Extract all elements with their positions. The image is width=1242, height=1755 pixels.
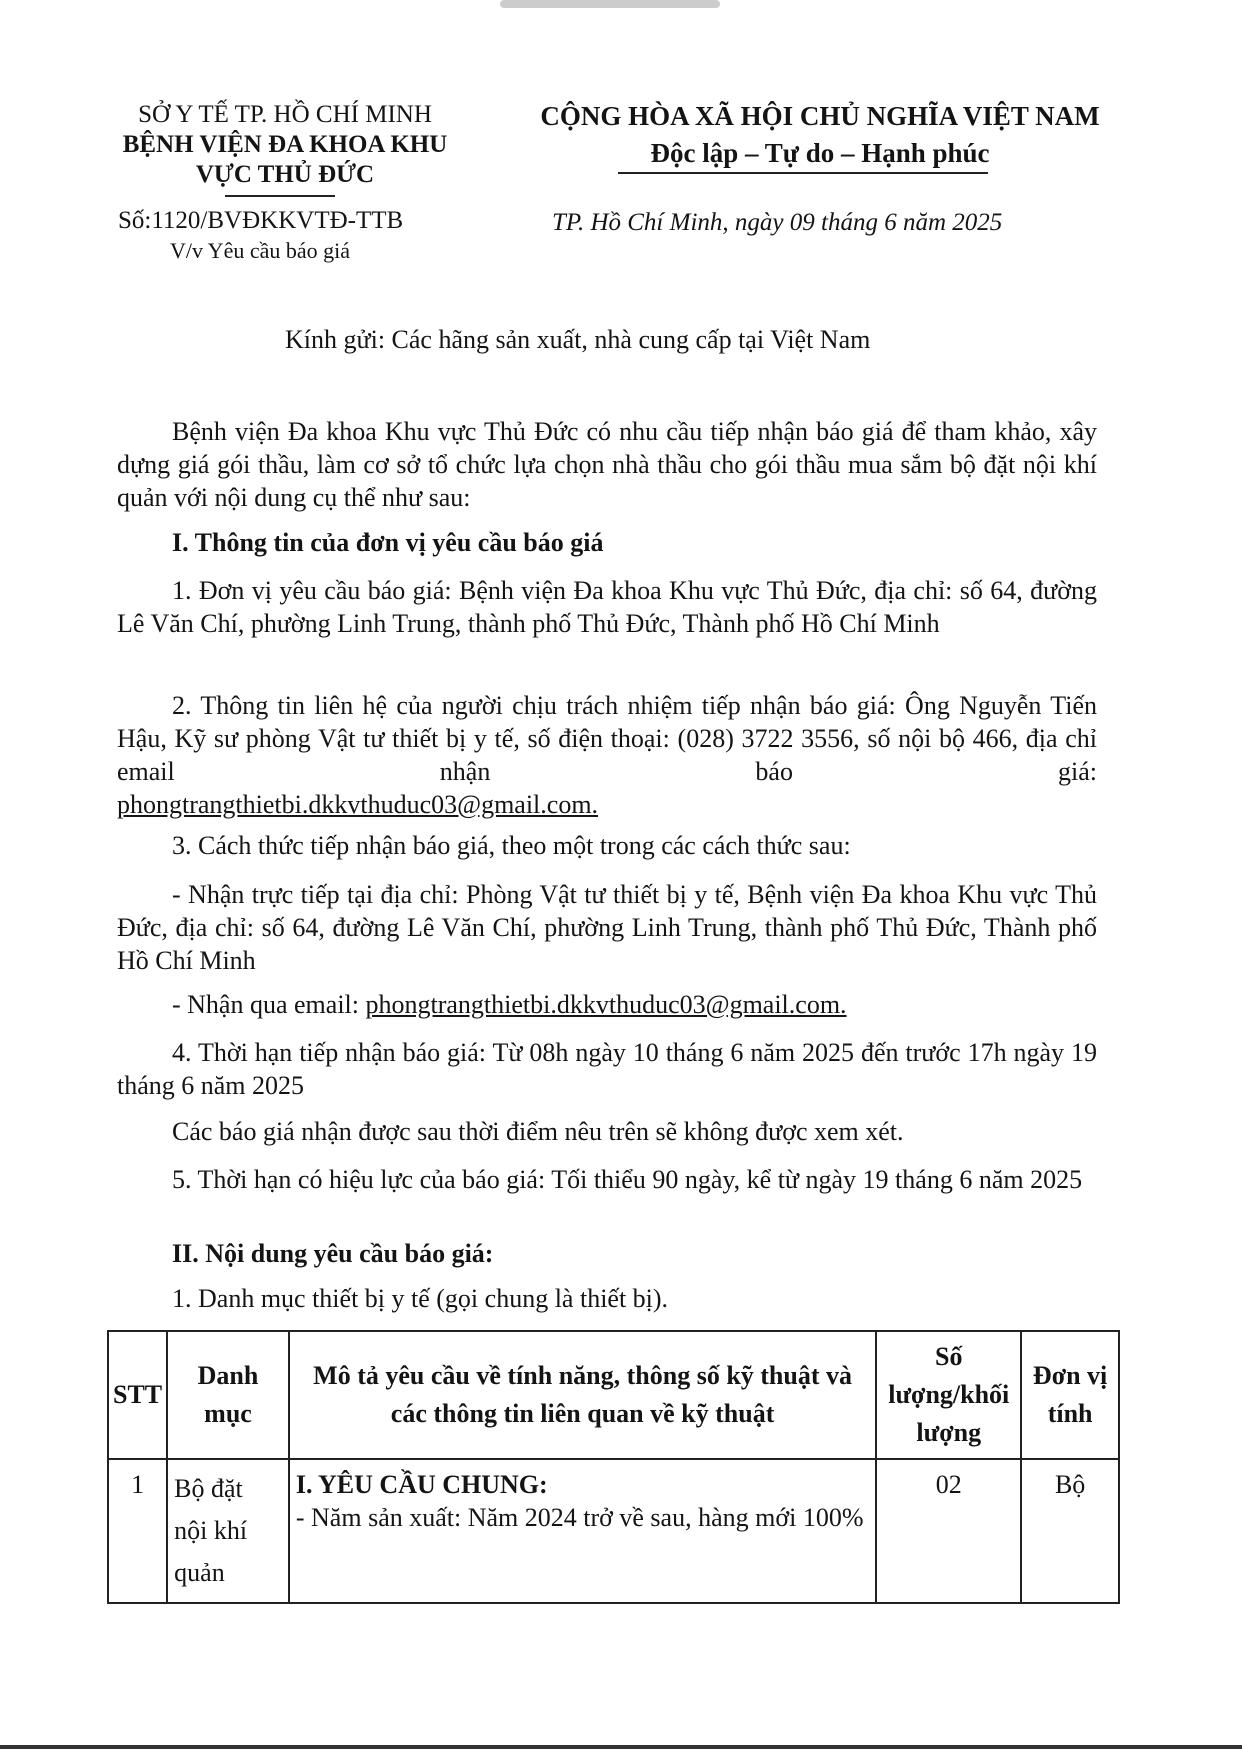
contact-email[interactable]: phongtrangthietbi.dkkvthuduc03@gmail.com. bbox=[117, 790, 599, 819]
row-quantity: 02 bbox=[876, 1459, 1021, 1603]
section-1-item-3: 3. Cách thức tiếp nhận báo giá, theo một trong các cách thức sau: bbox=[172, 831, 851, 860]
device-table bbox=[107, 1330, 1120, 1604]
scan-mark-bottom bbox=[0, 1745, 1242, 1749]
national-motto: Độc lập – Tự do – Hạnh phúc bbox=[650, 138, 990, 168]
document-number: Số:1120/BVĐKKVTĐ-TTB bbox=[118, 207, 404, 234]
recipient-line: Kính gửi: Các hãng sản xuất, nhà cung cấp tại Việt Nam bbox=[285, 325, 871, 354]
intro-paragraph: Bệnh viện Đa khoa Khu vực Thủ Đức có nhu cầu tiếp nhận báo giá để tham khảo, xây dựng giá gói thầu, làm cơ sở tổ chức lựa chọn nhà thầu cho gói thầu mua sắm bộ đặt nội khí quản với nội dung cụ thể như sau: bbox=[117, 417, 1097, 512]
agency-line-2: BỆNH VIỆN ĐA KHOA KHU bbox=[122, 131, 448, 158]
scan-mark-top bbox=[500, 0, 720, 8]
receive-email[interactable]: phongtrangthietbi.dkkvthuduc03@gmail.com. bbox=[365, 990, 847, 1019]
section-1-item-1: 1. Đơn vị yêu cầu báo giá: Bệnh viện Đa khoa Khu vực Thủ Đức, địa chỉ: số 64, đường Lê Văn Chí, phường Linh Trung, thành phố Thủ Đức, Thành phố Hồ Chí Minh bbox=[117, 576, 1097, 638]
row-description-title: I. YÊU CẦU CHUNG: bbox=[295, 1470, 548, 1499]
agency-underline bbox=[225, 195, 335, 197]
agency-line-3: VỰC THỦ ĐỨC bbox=[195, 161, 375, 188]
section-1-item-2-text: 2. Thông tin liên hệ của người chịu trách nhiệm tiếp nhận báo giá: Ông Nguyễn Tiến Hậu, Kỹ sư phòng Vật tư thiết bị y tế, số điện thoại: (028) 3722 3556, số nội bộ 466, địa chỉ email nhận báo giá: bbox=[117, 691, 1097, 786]
header-quantity: Số lượng/khối lượng bbox=[876, 1331, 1021, 1459]
header-unit: Đơn vị tính bbox=[1021, 1331, 1119, 1459]
section-1-title: I. Thông tin của đơn vị yêu cầu báo giá bbox=[172, 528, 604, 557]
agency-header bbox=[100, 100, 470, 190]
section-2-title: II. Nội dung yêu cầu báo giá: bbox=[172, 1239, 494, 1268]
section-1-item-5: 5. Thời hạn có hiệu lực của báo giá: Tối thiểu 90 ngày, kể từ ngày 19 tháng 6 năm 2025 bbox=[172, 1165, 1083, 1194]
email-label: - Nhận qua email: bbox=[172, 990, 366, 1019]
section-1-item-3-b bbox=[117, 988, 1097, 1021]
row-stt: 1 bbox=[108, 1459, 167, 1603]
table-header-row bbox=[108, 1331, 1119, 1459]
row-description bbox=[289, 1459, 876, 1603]
row-description-line: - Năm sản xuất: Năm 2024 trở về sau, hàng mới 100% bbox=[295, 1503, 864, 1532]
section-2-item-1: 1. Danh mục thiết bị y tế (gọi chung là thiết bị). bbox=[172, 1284, 669, 1313]
document-date: TP. Hồ Chí Minh, ngày 09 tháng 6 năm 2025 bbox=[552, 209, 1003, 236]
header-description: Mô tả yêu cầu về tính năng, thông số kỹ thuật và các thông tin liên quan về kỹ thuật bbox=[289, 1331, 876, 1459]
row-unit: Bộ bbox=[1021, 1459, 1119, 1603]
national-title: CỘNG HÒA XÃ HỘI CHỦ NGHĨA VIỆT NAM bbox=[540, 101, 1100, 131]
agency-line-1: SỞ Y TẾ TP. HỒ CHÍ MINH bbox=[138, 101, 432, 128]
motto-underline bbox=[618, 172, 988, 174]
section-1-item-4: 4. Thời hạn tiếp nhận báo giá: Từ 08h ngày 10 tháng 6 năm 2025 đến trước 17h ngày 19 tháng 6 năm 2025 bbox=[117, 1038, 1097, 1100]
national-header bbox=[510, 100, 1130, 170]
document-subject: V/v Yêu cầu báo giá bbox=[170, 238, 351, 263]
section-1-item-3-a: - Nhận trực tiếp tại địa chỉ: Phòng Vật tư thiết bị y tế, Bệnh viện Đa khoa Khu vực Thủ Đức, địa chỉ: số 64, đường Lê Văn Chí, phường Linh Trung, thành phố Thủ Đức, Thành phố Hồ Chí Minh bbox=[117, 880, 1097, 975]
header-stt: STT bbox=[108, 1331, 167, 1459]
section-1-item-4-note: Các báo giá nhận được sau thời điểm nêu trên sẽ không được xem xét. bbox=[172, 1117, 904, 1146]
row-category: Bộ đặt nội khí quản bbox=[167, 1459, 289, 1603]
table-row bbox=[108, 1459, 1119, 1603]
header-category: Danh mục bbox=[167, 1331, 289, 1459]
section-1-item-2 bbox=[117, 689, 1097, 788]
